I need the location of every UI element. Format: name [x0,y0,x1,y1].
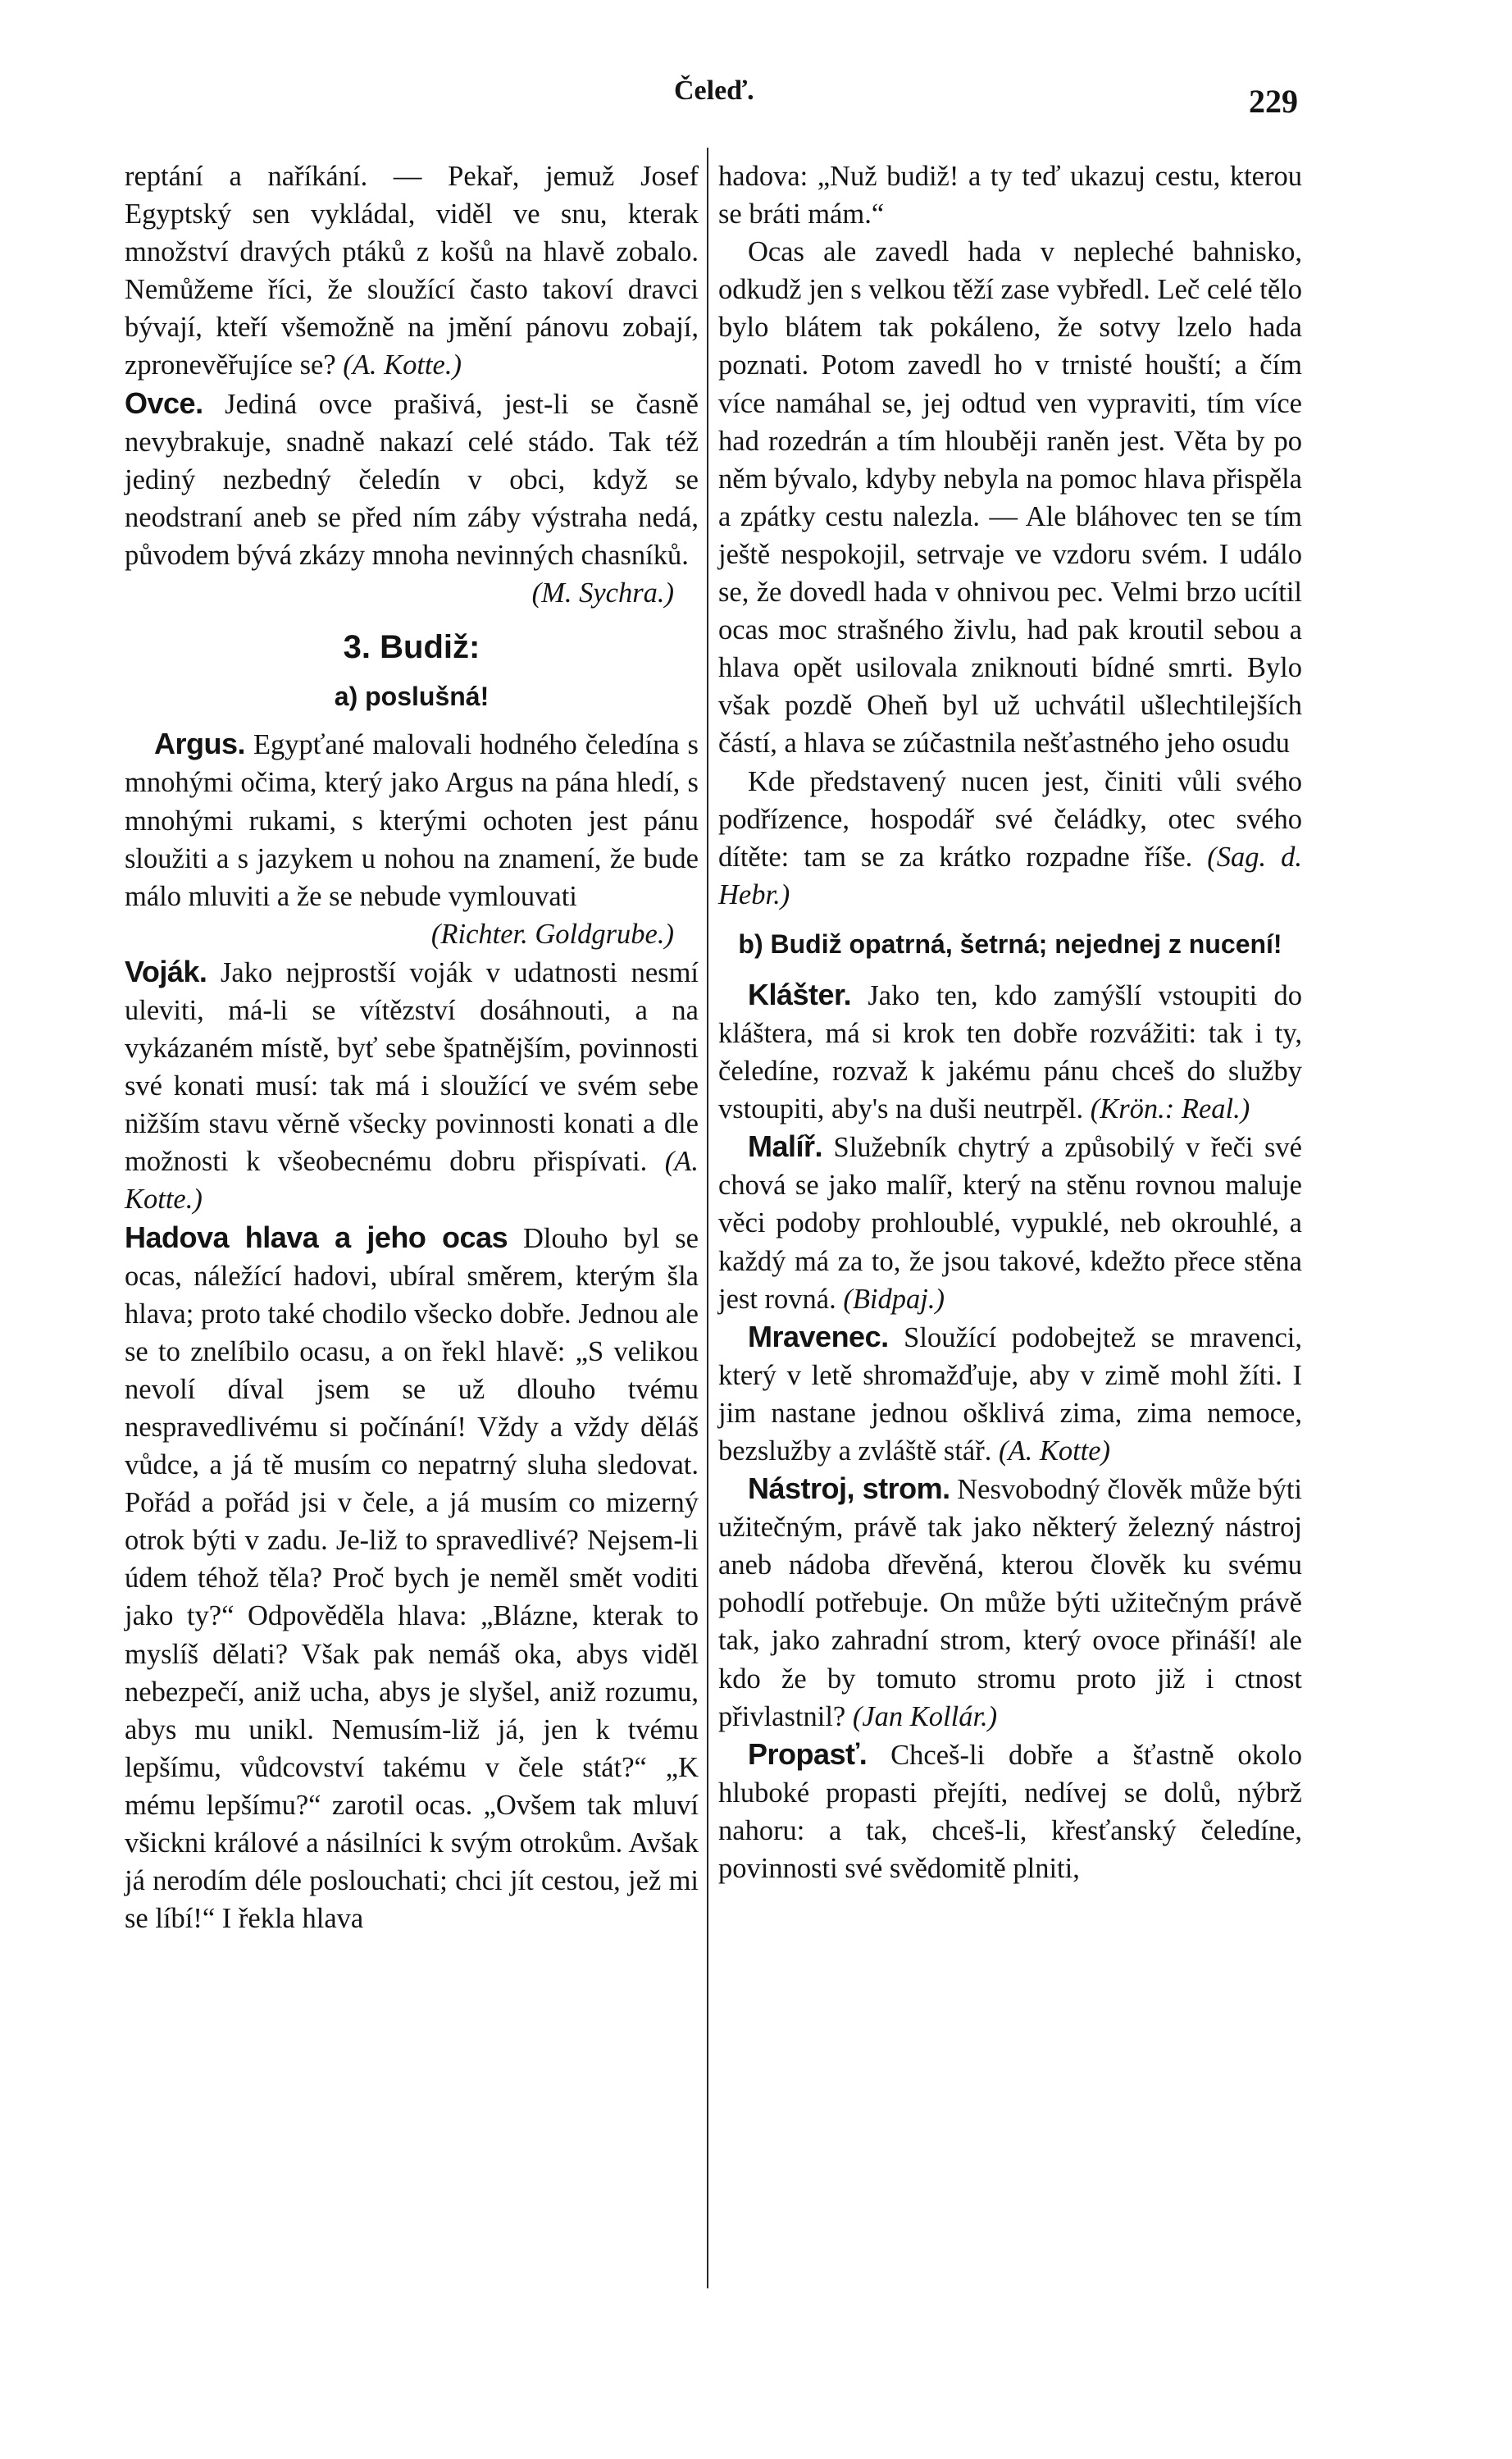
section-heading: 3. Budiž: [343,629,480,666]
attribution: (M. Sychra.) [531,577,674,609]
attribution: (Richter. Goldgrube.) [430,918,674,950]
attribution: (A. Kotte.) [343,349,462,381]
right-column [718,157,1302,1887]
entry-title: Nástroj, strom. [748,1471,950,1506]
entry-title: Malíř. [748,1129,823,1164]
entry-title: Hadova hlava a jeho ocas [125,1220,508,1254]
paragraph: reptání a naříkání. — Pekař, jemuž Josef Egyptský sen vykládal, viděl ve snu, kterak množství dravých ptáků z košů na hlavě zobalo. Nemůžeme říci, že sloužící často takoví dravci bývají, kteří všemožně na jmění pánovu zobají, zpronevěřujíce se? (A. Kotte.) [125,161,699,381]
entry-title: Mravenec. [748,1319,889,1353]
subsection-heading: a) poslušná! [334,682,490,712]
attribution: (A. Kotte.) [125,1146,699,1216]
entry-title: Propasť. [748,1736,868,1771]
entry-vojak: Voják. Jako nejprostší voják v udatnosti nesmí uleviti, má-li se vítězství dosáhnouti, a na vykázaném místě, byť sebe špatnějším, povinnosti své konati musí: tak má i sloužící ve svém sebe nižším stavu věrně všecky povinnosti konati a dle možnosti k všeobecnému dobru přispívati. (A. Kotte.) [125,954,699,1216]
entry-klaster: Klášter. Jako ten, kdo zamýšlí vstoupiti do kláštera, má si krok ten dobře rozvážiti: tak i ty, čeledíne, rozvaž k jakému pánu chceš do služby vstoupiti, aby's na duši neutrpěl. (Krön.: Real.) [718,977,1302,1125]
attribution: (Krön.: Real.) [1090,1093,1250,1125]
entry-title: Argus. [154,727,246,761]
entry-nastroj-strom: Nástroj, strom. Nesvobodný člověk může býti užitečným, právě tak jako některý železný nástroj aneb nádoba dřevěná, kterou člověk ku svému pohodlí potřebuje. On může býti užitečným právě tak, jako zahradní strom, který ovoce přináší! ale kdo že by tomuto stromu proto již i ctnost přivlastnil? (Jan Kollár.) [718,1471,1303,1732]
paragraph: Ocas ale zavedl hada v nepleché bahnisko, odkudž jen s velkou těží zase vybředl. Leč celé tělo bylo blátem tak pokáleno, že sotvy lzelo hada poznati. Potom zavedl ho v trnisté houští; a čím více namáhal se, jej odtud ven vypraviti, tím více had rozedrán a tím hlouběji raněn jest. Věta by po něm bývalo, kdyby nebyla na pomoc hlava přispěla a zpátky cestu nalezla. — Ale bláhovec ten se tím ještě nespokojil, setrvaje ve vzdoru svém. I událo se, že dovedl hada v ohnivou pec. Velmi brzo ucítil ocas moc strašného živlu, had pak kroutil sebou a hlava opět usilovala zniknouti bídné smrti. Bylo však pozdě Oheň byl už uchvátil ušlechtilejších částí, a hlava se zúčastnila nešťastného jeho osudu [718,236,1302,760]
column-divider [707,148,708,2288]
page-number: 229 [1249,83,1298,120]
entry-title: Voják. [125,954,207,988]
paragraph: Kde představený nucen jest, činiti vůli svého podřízence, hospodář své čeládky, otec svého dítěte: tam se za krátko rozpadne říše. (Sag. d. Hebr.) [718,765,1302,910]
attribution: (A. Kotte) [999,1435,1111,1467]
entry-title: Ovce. [125,386,203,420]
entry-mravenec: Mravenec. Sloužící podobejtež se mravenci, který v letě shromažďuje, aby v zimě mohl žíti. I jim nastane jednou ošklivá zima, zima nemoce, bezslužby a zvláště stář. (A. Kotte) [718,1319,1302,1467]
entry-ovce: Ovce. Jediná ovce prašivá, jest-li se časně nevybrakuje, snadně nakazí celé stádo. Tak též jediný nezbedný čeledín v obci, když se neodstraní aneb se před ním záby výstraha nedá, původem bývá zkázy mnoha nevinných chasníků. [125,386,699,571]
entry-malir: Malíř. Služebník chytrý a způsobilý v řeči své chová se jako malíř, který na stěnu rovnou maluje věci podoby prohloublé, vypuklé, neb okrouhlé, a každý má za to, že jsou takové, kdežto přece stěna jest rovná. (Bidpaj.) [718,1129,1302,1315]
attribution: (Jan Kollár.) [852,1700,998,1732]
subsection-heading: b) Budiž opatrná, šetrná; nejednej z nucení! [738,928,1282,959]
attribution: (Bidpaj.) [843,1283,945,1315]
left-column [125,157,699,1937]
attribution: (Sag. d. Hebr.) [718,841,1302,910]
entry-hadova-hlava: Hadova hlava a jeho ocas Dlouho byl se ocas, náležící hadovi, ubíral směrem, kterým šla hlava; proto také chodilo všecko dobře. Jednou ale se to znelíbilo ocasu, a on řekl hlavě: „S velikou nevolí díval jsem se už dlouho tvému nespravedlivému si počínání! Vždy a vždy děláš vůdce, a já tě musím co nepatrný sluha sledovat. Pořád a pořád jsi v čele, a já musím co mizerný otrok býti v zadu. Je-liž to spravedlivé? Nejsem-li údem téhož těla? Proč bych je neměl smět voditi jako ty?“ Odpověděla hlava: „Blázne, kterak to myslíš dělati? Však pak nemáš oka, abys viděl nebezpečí, aniž ucha, abys je slyšel, aniž rozumu, abys mu unikl. Nemusím-liž já, jen k tvému lepšímu, vůdcovství takému v čele stát?“ „K mému lepšímu?“ zarotil ocas. „Ovšem tak mluví všickni králové a násilníci k svým otrokům. Avšak já nerodím déle poslouchati; chci jít cestou, jež mi se líbí!“ I řekla hlava [125,1220,699,1935]
entry-argus: Argus. Egypťané malovali hodného čeledína s mnohými očima, který jako Argus na pána hledí, s mnohými rukami, s kterými ochoten jest pánu sloužiti a s jazykem u nohou na znamení, že bude málo mluviti a že se nebude vymlouvati [125,727,699,912]
entry-propast: Propasť. Chceš-li dobře a šťastně okolo hluboké propasti přejíti, nedívej se dolů, nýbrž nahoru: a tak, chceš-li, křesťanský čeledíne, povinnosti své svědomitě plniti, [718,1736,1302,1885]
running-header: Čeleď. [674,75,754,106]
entry-title: Klášter. [748,977,852,1011]
paragraph: hadova: „Nuž budiž! a ty teď ukazuj cestu, kterou se bráti mám.“ [718,161,1302,230]
